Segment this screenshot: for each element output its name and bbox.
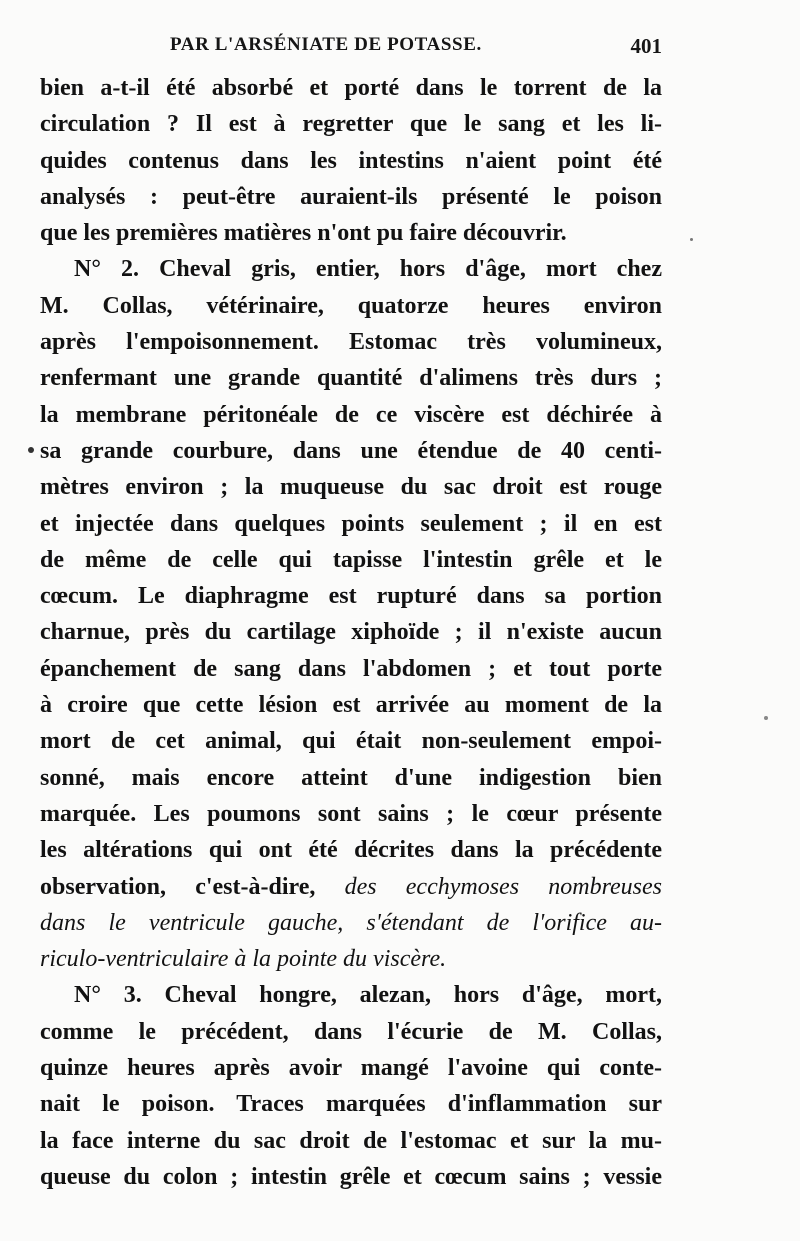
text-line: que les premières matières n'ont pu faire découvrir.: [40, 220, 567, 247]
italic-segment: des ecchymoses nombreuses: [344, 873, 662, 900]
text-line: épanchement de sang dans l'abdomen ; et tout porte: [40, 655, 662, 682]
text-line: circulation ? Il est à regretter que le sang et les li-: [40, 111, 662, 138]
text-line-mixed: [40, 869, 662, 905]
text-line: M. Collas, vétérinaire, quatorze heures environ: [40, 292, 662, 319]
text-line: bien a-t-il été absorbé et porté dans le torrent de la: [40, 75, 662, 101]
text-line: cœcum. Le diaphragme est rupturé dans sa portion: [40, 583, 662, 610]
ink-speck: [764, 716, 768, 720]
text-line: les altérations qui ont été décrites dans la précédente: [40, 837, 662, 864]
text-line: sa grande courbure, dans une étendue de 40 centi-: [40, 437, 662, 464]
text-line: queuse du colon ; intestin grêle et cœcum sains ; vessie: [40, 1163, 662, 1190]
text-line: la face interne du sac droit de l'estomac et sur la mu-: [40, 1127, 662, 1154]
text-line: et injectée dans quelques points seulement ; il en est: [40, 510, 662, 537]
text-line: mètres environ ; la muqueuse du sac droit est rouge: [40, 474, 662, 501]
text-line: sonné, mais encore atteint d'une indigestion bien: [40, 764, 662, 791]
text-line: de même de celle qui tapisse l'intestin grêle et le: [40, 546, 662, 573]
text-line: la membrane péritonéale de ce viscère est déchirée à: [40, 401, 662, 428]
body-text: [40, 70, 662, 1195]
text-line: analysés : peut-être auraient-ils présenté le poison: [40, 183, 662, 210]
text-line: mort de cet animal, qui était non-seulement empoi-: [40, 728, 662, 755]
text-line: à croire que cette lésion est arrivée au moment de la: [40, 692, 662, 719]
page-header: [40, 34, 662, 62]
ink-speck: [28, 447, 34, 453]
italic-line: dans le ventricule gauche, s'étendant de l'orifice au-: [40, 909, 662, 936]
text-line: quinze heures après avoir mangé l'avoine qui conte-: [40, 1055, 662, 1082]
page-number: 401: [630, 34, 662, 58]
text-segment: observation, c'est-à-dire,: [40, 873, 316, 900]
text-line: quides contenus dans les intestins n'aient point été: [40, 147, 662, 174]
text-line: marquée. Les poumons sont sains ; le cœur présente: [40, 800, 662, 827]
running-head: PAR L'ARSÉNIATE DE POTASSE.: [170, 34, 482, 55]
text-line: N° 2. Cheval gris, entier, hors d'âge, mort chez: [74, 256, 662, 283]
italic-line: riculo-ventriculaire à la pointe du viscère.: [40, 946, 447, 973]
text-line: nait le poison. Traces marquées d'inflammation sur: [40, 1091, 662, 1118]
text-line: renfermant une grande quantité d'alimens très durs ;: [40, 365, 662, 392]
text-line: comme le précédent, dans l'écurie de M. Collas,: [40, 1018, 662, 1045]
text-line: charnue, près du cartilage xiphoïde ; il n'existe aucun: [40, 619, 662, 646]
text-line: après l'empoisonnement. Estomac très volumineux,: [40, 329, 662, 356]
ink-speck: [690, 238, 693, 241]
text-line: N° 3. Cheval hongre, alezan, hors d'âge, mort,: [74, 982, 662, 1009]
